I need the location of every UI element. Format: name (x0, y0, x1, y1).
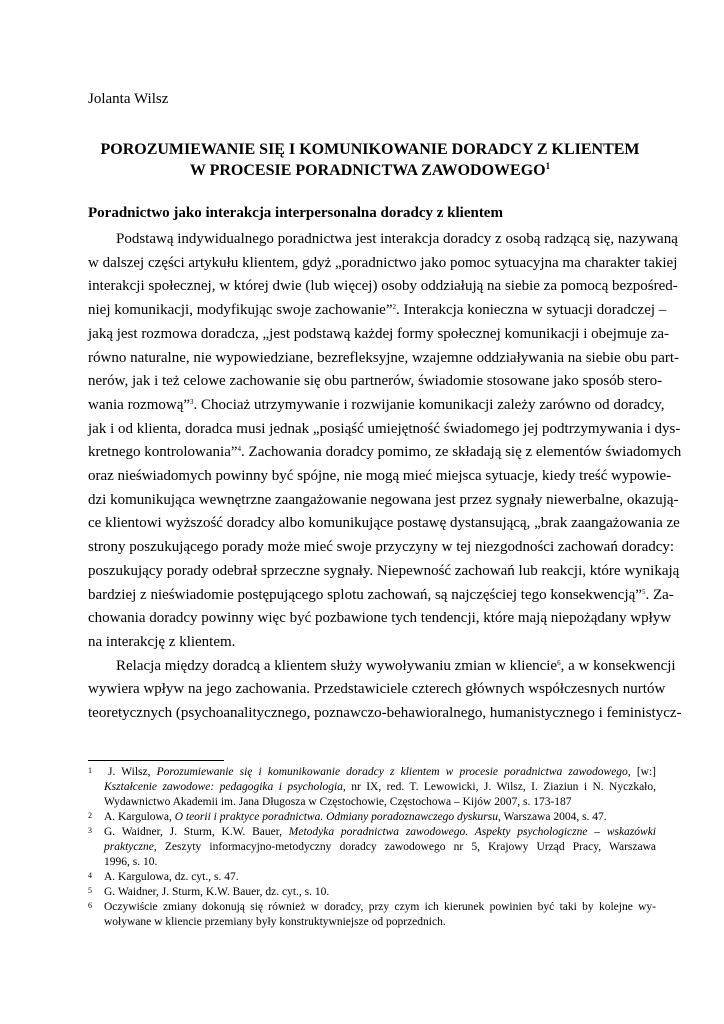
section-heading: Poradnictwo jako interakcja interpersonalna doradcy z klientem (88, 205, 503, 221)
title-line-1: POROZUMIEWANIE SIĘ I KOMUNIKOWANIE DORADCY Z KLIENTEM (100, 141, 640, 158)
text-run: O teorii i praktyce poradnictwa. Odmiany poradoznawczego dyskursu (174, 811, 498, 823)
footnote-number: 6 (88, 901, 92, 910)
text-run: . Chociaż utrzymywanie i rozwijanie komunikacji zależy zarówno od doradcy, (193, 396, 665, 413)
text-line: interakcji społecznej, w której dwie (lub więcej) osoby oddziałują na siebie za pomocą bezpośred- (88, 278, 678, 295)
text-run: Porozumiewanie się i komunikowanie doradcy z klientem w procesie poradnictwa zawodowego (156, 766, 628, 778)
text-line: dzi komunikująca wewnętrzne zaangażowanie negowana jest przez sygnały niewerbalne, okazują- (88, 491, 679, 508)
footnote-ref: 6 (557, 658, 561, 667)
text-line: chowania doradcy powinny więc być pozbawione tych tendencji, które mają niepożądany wpływ (88, 610, 672, 627)
text-run: niej komunikacji, modyfikując swoje zachowanie” (88, 302, 393, 319)
footnote-line: 1996, s. 10. (104, 856, 158, 868)
footnote-text (104, 825, 656, 870)
footnote-number: 4 (88, 871, 92, 880)
footnote-line: woływane w kliencie przemiany były konstruktywniejsze od poprzednich. (104, 916, 446, 928)
text-run: , a w konsekwencji (560, 657, 676, 674)
footnote-2 (88, 810, 656, 825)
text-line (88, 584, 674, 608)
footnote-line (104, 825, 656, 840)
footnote-ref: 2 (392, 303, 396, 312)
footnote-number: 5 (88, 886, 92, 895)
text-run: , Warszawa 2004, s. 47. (497, 811, 607, 823)
text-line (88, 394, 665, 418)
footnote-line (104, 765, 656, 780)
paragraph-1 (88, 228, 682, 655)
text-run: kretnego kontrolowania” (88, 444, 238, 461)
text-line: wywiera wpływ na jego zachowania. Przedstawiciele czterech głównych współczesnych nurtów (88, 681, 666, 698)
text-line: strony poszukującego porady może mieć swoje przyczyny w tej niezgodności zachowań doradcy: (88, 539, 675, 556)
text-line: równo naturalne, nie wypowiedziane, bezrefleksyjne, wzajemne oddziaływania na siebie obu part- (88, 349, 680, 366)
body-text (88, 228, 682, 726)
text-run: Metodyka poradnictwa zawodowego. Aspekty psychologiczne – wskazówki (288, 826, 656, 838)
text-run: , Zeszyty informacyjno-metodyczny doradcy zawodowego nr 5, Krajowy Urząd Pracy, Warszawa (153, 841, 656, 853)
text-line: na interakcję z klientem. (88, 633, 236, 650)
text-run: . Interakcja konieczna w sytuacji doradczej – (395, 302, 667, 319)
article-title (80, 139, 660, 181)
footnote-text (104, 765, 656, 810)
footnote-number: 3 (88, 826, 92, 835)
title-line-2 (80, 160, 660, 181)
text-line: poszukujący porady odebrał sprzeczne sygnały. Niepewność zachowań lub reakcji, które wynikają (88, 562, 680, 579)
footnote-ref: 3 (190, 397, 194, 406)
footnote-text (104, 870, 656, 885)
text-run: . Zachowania doradcy pomimo, ze składają się z elementów świadomych (241, 444, 682, 461)
title-footnote-ref: 1 (545, 161, 551, 171)
text-run: , [w:] (627, 766, 656, 778)
text-line (88, 441, 682, 465)
text-run: Relacja między doradcą a klientem służy wywoływaniu zmian w kliencie (116, 657, 558, 674)
text-line: oraz nieświadomych powinny być spójne, nie mogą mieć miejsca sytuacje, kiedy treść wypowie- (88, 468, 672, 485)
footnote-line: Oczywiście zmiany dokonują się również w doradcy, przy czym ich kierunek powinien być taki by kolejne wy- (104, 901, 656, 913)
footnote-3 (88, 825, 656, 870)
footnote-text (104, 810, 656, 825)
text-run: praktyczne (104, 841, 154, 853)
footnote-ref: 5 (641, 587, 646, 596)
paragraph-2 (88, 655, 682, 726)
author-name: Jolanta Wilsz (88, 91, 169, 107)
text-run: wania rozmową” (88, 396, 191, 413)
text-line (88, 655, 676, 679)
footnote-line (104, 780, 656, 795)
text-run: bardziej z nieświadomie postępującego splotu zachowań, są najczęściej tego konsekwencją” (88, 586, 642, 603)
text-run: , nr IX, red. T. Lewowicki, J. Wilsz, I. Ziaziun i N. Nyczkało, (342, 781, 656, 793)
footnote-line (104, 810, 656, 825)
text-line: w dalszej części artykułu klientem, gdyż „poradnictwo jako pomoc sytuacyjna ma charakter takiej (88, 254, 678, 271)
footnote-line (104, 840, 656, 855)
text-run: A. Kargulowa, (104, 811, 175, 823)
text-line: nerów, jak i też celowe zachowanie się obu partnerów, świadomie stosowane jako sposób stero- (88, 373, 663, 390)
text-run: Kształcenie zawodowe: pedagogika i psychologia (104, 781, 343, 793)
footnote-4 (88, 870, 656, 885)
text-line: Podstawą indywidualnego poradnictwa jest interakcja doradcy z osobą radzącą się, nazywaną (116, 231, 678, 247)
text-run: J. Wilsz, (108, 766, 157, 778)
footnote-line: G. Waidner, J. Sturm, K.W. Bauer, dz. cyt., s. 10. (104, 886, 330, 898)
title-line-2-text: W PROCESIE PORADNICTWA ZAWODOWEGO (189, 162, 546, 179)
text-run: . Za- (645, 586, 674, 603)
footnote-6 (88, 900, 656, 930)
text-line (88, 299, 667, 323)
text-run: G. Waidner, J. Sturm, K.W. Bauer, (104, 826, 289, 838)
text-line: jaką jest rozmowa doradcza, „jest podstawą każdej formy społecznej komunikacji i obejmuje za- (88, 325, 670, 342)
footnote-line: A. Kargulowa, dz. cyt., s. 47. (104, 871, 239, 883)
footnote-text (104, 885, 656, 900)
text-line: jak i od klienta, doradca musi jednak „posiąść umiejętność świadomego jej podtrzymywania i dys- (88, 420, 681, 437)
footnote-5 (88, 885, 656, 900)
footnote-ref: 4 (237, 445, 242, 454)
text-line: teoretycznych (psychoanalitycznego, poznawczo-behawioralnego, humanistycznego i feministycz- (88, 705, 682, 722)
footnote-line: Wydawnictwo Akademii im. Jana Długosza w Częstochowie, Częstochowa – Kijów 2007, s. 173-187 (104, 796, 572, 808)
text-line: ce klientowi wyższość doradcy albo komunikujące postawę dystansującą, „brak zaangażowania ze (88, 515, 680, 532)
footnote-number: 2 (88, 811, 92, 820)
footnote-number: 1 (88, 766, 92, 775)
footnote-separator (88, 760, 224, 761)
footnote-text (104, 900, 656, 930)
footnote-1 (88, 765, 656, 810)
footnotes (88, 765, 656, 930)
